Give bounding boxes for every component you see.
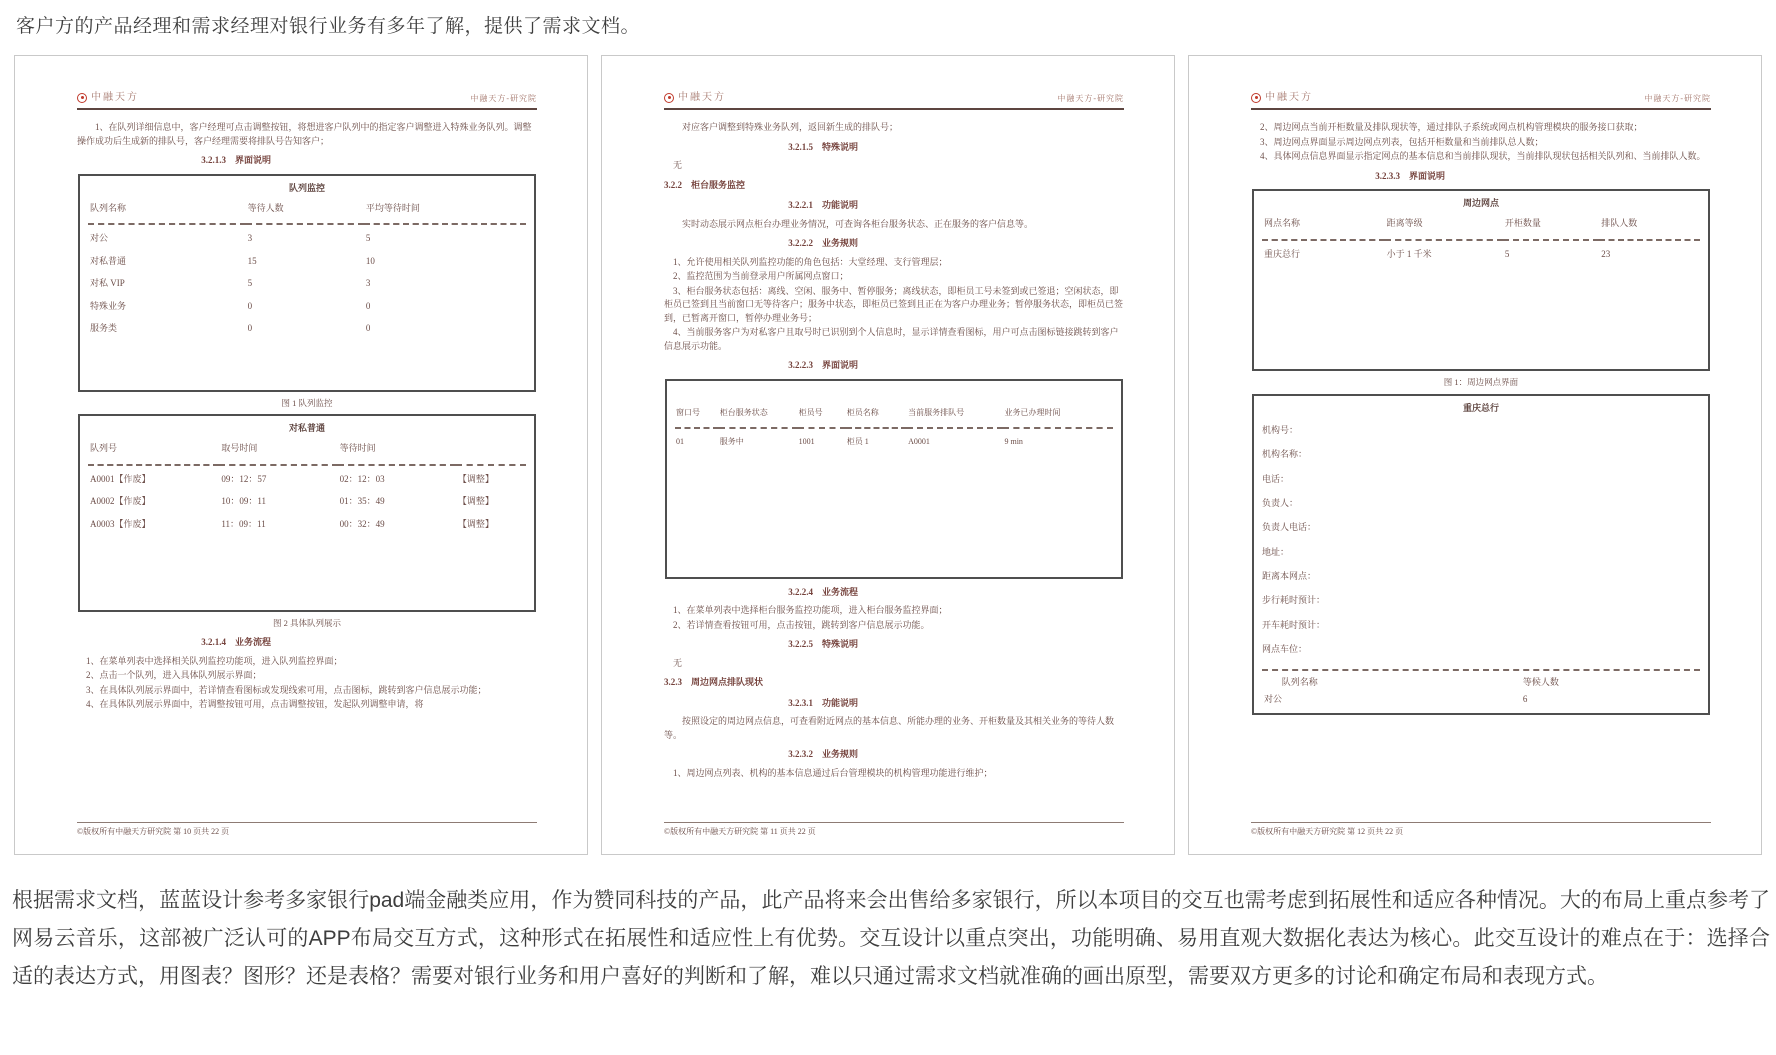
doc-column-header [456, 438, 526, 465]
doc-brand [664, 90, 726, 105]
table-cell: 9 min [1004, 436, 1023, 446]
doc-header-right-text: 中融天方-研究院 [1057, 94, 1124, 103]
table-cell: 5 [365, 233, 371, 243]
table-row [1262, 240, 1700, 264]
intro-paragraph: 客户方的产品经理和需求经理对银行业务有多年了解，提供了需求文档。 [16, 16, 641, 37]
doc-numbered-list [77, 654, 537, 713]
table-cell: 0 [365, 300, 371, 311]
doc-table [1252, 189, 1710, 371]
doc-brand-text: 中融天方 [1265, 92, 1313, 103]
doc-column-header: 等待人数 [246, 198, 364, 225]
doc-section-heading: 3.2.2.4 业务流程 [788, 586, 858, 597]
table-cell: 【调整】 [457, 518, 494, 529]
doc-section-heading: 3.2.3.3 界面说明 [1375, 170, 1445, 181]
table-cell: 【调整】 [457, 473, 494, 484]
table-cell: 特殊业务 [90, 300, 127, 311]
doc-section-heading: 3.2.2 柜台服务监控 [664, 179, 746, 190]
doc-numbered-list [1251, 120, 1711, 165]
list-item: 3、在具体队列展示界面中，若详情查看图标或发现线索可用，点击图标，跳转到客户信息展示功能； [86, 684, 487, 695]
detail-field-label: 电话： [1262, 473, 1290, 484]
doc-table [78, 174, 536, 392]
doc-column-header: 柜台服务状态 [719, 403, 798, 428]
doc-table-title: 队列监控 [288, 182, 325, 193]
doc-brand-text: 中融天方 [678, 92, 726, 103]
document-previews [14, 55, 1762, 855]
doc-header-right-text: 中融天方-研究院 [470, 94, 537, 103]
detail-field-label: 开车耗时预计： [1262, 619, 1326, 630]
table-row [88, 488, 526, 511]
table-cell: 【调整】 [457, 496, 494, 507]
list-item: 2、周边网点当前开柜数量及排队现状等，通过排队子系统或网点机构管理模块的服务接口获取； [1260, 122, 1643, 132]
doc-column-header: 队列号 [88, 438, 219, 465]
table-cell: 重庆总行 [1264, 248, 1301, 259]
doc-footer: ©版权所有中融天方研究院 第 10 页共 22 页 [77, 822, 537, 838]
table-cell: 10 [365, 255, 375, 266]
doc-page-card[interactable] [601, 55, 1175, 855]
table-cell: 对公 [90, 233, 109, 243]
doc-column-header: 距离等级 [1385, 213, 1503, 240]
table-cell: 02：12：03 [339, 473, 385, 484]
doc-section-heading: 3.2.3.2 业务规则 [788, 749, 858, 759]
company-logo-icon [77, 93, 87, 103]
doc-section-heading: 3.2.1.3 界面说明 [201, 155, 271, 165]
doc-column-header: 当前服务排队号 [907, 403, 1003, 428]
table-cell: 服务类 [90, 323, 118, 333]
doc-header-right-text: 中融天方-研究院 [1644, 94, 1711, 103]
doc-column-header: 等候人数 [1522, 676, 1559, 687]
table-cell: 对私 VIP [90, 278, 125, 288]
table-row [675, 428, 1113, 450]
doc-header [77, 90, 537, 110]
doc-column-header: 排队人数 [1599, 213, 1700, 240]
doc-table-title: 周边网点 [1462, 198, 1499, 208]
company-logo-dot [1255, 96, 1258, 99]
list-item: 4、具体网点信息界面显示指定网点的基本信息和当前排队现状，当前排队现状包括相关队列和、当前排队人数。 [1260, 151, 1706, 161]
table-cell: 5 [1504, 248, 1510, 259]
doc-numbered-list [664, 255, 1124, 355]
list-item: 3、柜台服务状态包括：离线、空闲、服务中、暂停服务；离线状态，即柜员工号未签到或已签退；空闲状态，即柜员已签到且当前窗口无等待客户；服务中状态，即柜员已签到且正在为客户办理业务；暂停服务状态，即柜员已签到，已暂离开窗口，暂停办理业务号； [664, 285, 1124, 323]
doc-table-grid [1262, 213, 1700, 263]
doc-section-heading: 3.2.2.5 特殊说明 [788, 639, 858, 649]
doc-numbered-list [664, 766, 1124, 782]
list-item: 4、当前服务客户为对私客户且取号时已识别到个人信息时，显示详情查看图标，用户可点击图标链接跳转到客户信息展示功能。 [664, 327, 1119, 351]
doc-brand [77, 90, 139, 105]
table-cell: 小于 1 千米 [1386, 248, 1432, 259]
doc-column-header: 取号时间 [219, 438, 337, 465]
table-cell: 对公 [1264, 694, 1283, 705]
doc-header [664, 90, 1124, 110]
table-row [88, 224, 526, 248]
detail-field-label: 距离本网点： [1262, 571, 1317, 582]
doc-paragraph: 1、在队列详细信息中，客户经理可点击调整按钮，将想进客户队列中的指定客户调整进入特殊业务队列。调整操作成功后生成新的排队号，客户经理需要将排队号告知客户； [77, 122, 532, 146]
table-cell: 0 [247, 323, 253, 333]
doc-body [1251, 110, 1711, 838]
doc-column-header: 网点名称 [1262, 213, 1385, 240]
table-cell: 0 [247, 300, 253, 311]
doc-paragraph: 按照设定的周边网点信息，可查看附近网点的基本信息、所能办理的业务、开柜数量及其相关业务的等待人数等。 [664, 716, 1115, 740]
doc-column-header: 业务已办理时间 [1003, 403, 1113, 428]
list-item: 4、在具体队列展示界面中，若调整按钮可用，点击调整按钮，发起队列调整申请，将 [86, 699, 424, 709]
detail-field-label: 步行耗时预计： [1262, 595, 1326, 606]
doc-paragraph: 对应客户调整到特殊业务队列，返回新生成的排队号； [682, 122, 899, 132]
list-item: 3、周边网点界面显示周边网点列表，包括开柜数量和当前排队总人数； [1260, 136, 1544, 147]
doc-plain-text: 无 [673, 160, 683, 170]
doc-section-heading: 3.2.2.2 业务规则 [788, 238, 858, 248]
table-cell: 6 [1522, 694, 1528, 705]
company-logo-dot [81, 96, 84, 99]
doc-brand-text: 中融天方 [91, 92, 139, 103]
company-logo-icon [664, 93, 674, 103]
table-cell: 23 [1601, 248, 1611, 259]
doc-column-header: 柜员号 [798, 403, 846, 428]
doc-footer: ©版权所有中融天方研究院 第 12 页共 22 页 [1251, 822, 1711, 838]
list-item: 2、监控范围为当前登录用户所属网点窗口； [673, 271, 849, 281]
figure-caption: 图 2 具体队列展示 [272, 618, 341, 629]
list-item: 1、在菜单列表中选择相关队列监控功能项，进入队列监控界面； [86, 655, 343, 666]
doc-column-header: 窗口号 [675, 403, 719, 428]
doc-section-heading: 3.2.1.4 业务流程 [201, 637, 271, 647]
doc-table [78, 414, 536, 612]
detail-field-label: 机构名称： [1262, 449, 1308, 460]
table-cell: 3 [247, 233, 253, 243]
doc-detail-title: 重庆总行 [1462, 402, 1499, 413]
detail-field-label: 机构号： [1262, 424, 1299, 435]
doc-page [1189, 56, 1761, 854]
doc-brand [1251, 90, 1313, 105]
doc-detail-panel [1252, 394, 1710, 715]
table-row [88, 315, 526, 338]
table-cell: 00：32：49 [339, 518, 385, 529]
doc-footer: ©版权所有中融天方研究院 第 11 页共 22 页 [664, 822, 1124, 838]
doc-paragraph: 实时动态展示网点柜台办理业务情况，可查询各柜台服务状态、正在服务的客户信息等。 [682, 218, 1034, 229]
table-cell: A0003【作废】 [90, 518, 151, 529]
table-row [1262, 691, 1700, 709]
table-row [88, 248, 526, 271]
doc-table-grid [675, 403, 1113, 450]
detail-field-label: 网点车位： [1262, 644, 1308, 655]
table-cell: A0001【作废】 [90, 473, 151, 484]
doc-column-header: 队列名称 [88, 198, 246, 225]
company-logo-dot [668, 96, 671, 99]
doc-page [15, 56, 587, 854]
list-item: 1、周边网点列表、机构的基本信息通过后台管理模块的机构管理功能进行维护； [673, 767, 993, 778]
doc-page [602, 56, 1174, 854]
table-cell: 11：09：11 [221, 518, 266, 529]
doc-column-header: 队列名称 [1281, 676, 1318, 687]
table-cell: 1001 [798, 436, 815, 446]
table-cell: 柜员 1 [846, 436, 869, 446]
table-cell: 对私普通 [90, 255, 127, 266]
doc-table-title: 对私普通 [288, 423, 325, 434]
doc-body [77, 110, 537, 838]
doc-section-heading: 3.2.3.1 功能说明 [788, 697, 858, 708]
figure-caption: 图 1：周边网点界面 [1443, 377, 1519, 387]
table-cell: 5 [247, 278, 253, 288]
doc-table-title [675, 387, 1113, 401]
detail-queue-table [1262, 671, 1700, 709]
table-row [88, 465, 526, 489]
doc-page-card[interactable] [14, 55, 588, 855]
doc-section-heading: 3.2.3 周边网点排队现状 [664, 677, 764, 687]
table-cell: 服务中 [719, 436, 744, 446]
list-item: 1、在菜单列表中选择柜台服务监控功能项，进入柜台服务监控界面； [673, 605, 948, 615]
doc-column-header: 等待时间 [338, 438, 456, 465]
detail-field-label: 负责人电话： [1262, 522, 1317, 533]
list-item: 1、允许使用相关队列监控功能的角色包括：大堂经理、支行管理层； [673, 256, 948, 267]
detail-field-label: 负责人： [1262, 497, 1299, 508]
company-logo-icon [1251, 93, 1261, 103]
table-cell: 01：35：49 [339, 496, 385, 507]
doc-section-heading: 3.2.2.1 功能说明 [788, 200, 858, 210]
doc-section-heading: 3.2.1.5 特殊说明 [788, 141, 858, 152]
doc-column-header: 平均等待时间 [364, 198, 526, 225]
table-row [88, 293, 526, 316]
table-row [88, 511, 526, 534]
doc-section-heading: 3.2.2.3 界面说明 [788, 360, 858, 370]
analysis-paragraph: 根据需求文档，蓝蓝设计参考多家银行pad端金融类应用，作为赞同科技的产品，此产品将来会出售给多家银行，所以本项目的交互也需考虑到拓展性和适应各种情况。大的布局上重点参考了网易云音乐，这部被广泛认可的APP布局交互方式，这种形式在拓展性和适应性上有优势。交互设计以重点突出，功能明确、易用直观大数据化表达为核心。此交互设计的难点在于：选择合适的表达方式，用图表？图形？还是表格？需要对银行业务和用户喜好的判断和了解，难以只通过需求文档就准确的画出原型，需要双方更多的讨论和确定布局和表现方式。 [12, 889, 1770, 988]
detail-field-label: 地址： [1262, 546, 1290, 557]
table-row [88, 270, 526, 293]
list-item: 2、点击一个队列，进入具体队列展示界面； [86, 670, 262, 680]
doc-table [665, 379, 1123, 579]
doc-table-grid [88, 438, 526, 533]
table-cell: 3 [365, 278, 371, 288]
table-cell: 01 [676, 436, 684, 446]
doc-table-grid [88, 198, 526, 338]
table-cell: 15 [247, 255, 257, 266]
doc-body [664, 110, 1124, 838]
table-cell: 10：09：11 [221, 496, 267, 507]
doc-page-card[interactable] [1188, 55, 1762, 855]
list-item: 2、若详情查看按钮可用，点击按钮，跳转到客户信息展示功能。 [673, 619, 930, 630]
doc-header [1251, 90, 1711, 110]
figure-caption: 图 1 队列监控 [281, 397, 333, 408]
doc-column-header: 柜员名称 [846, 403, 907, 428]
table-cell: 0 [365, 323, 371, 333]
doc-numbered-list [664, 603, 1124, 633]
table-cell: A0001 [908, 436, 930, 446]
table-cell: A0002【作废】 [90, 496, 151, 507]
table-cell: 09：12：57 [221, 473, 267, 484]
doc-column-header: 开柜数量 [1503, 213, 1599, 240]
doc-plain-text: 无 [673, 657, 683, 668]
